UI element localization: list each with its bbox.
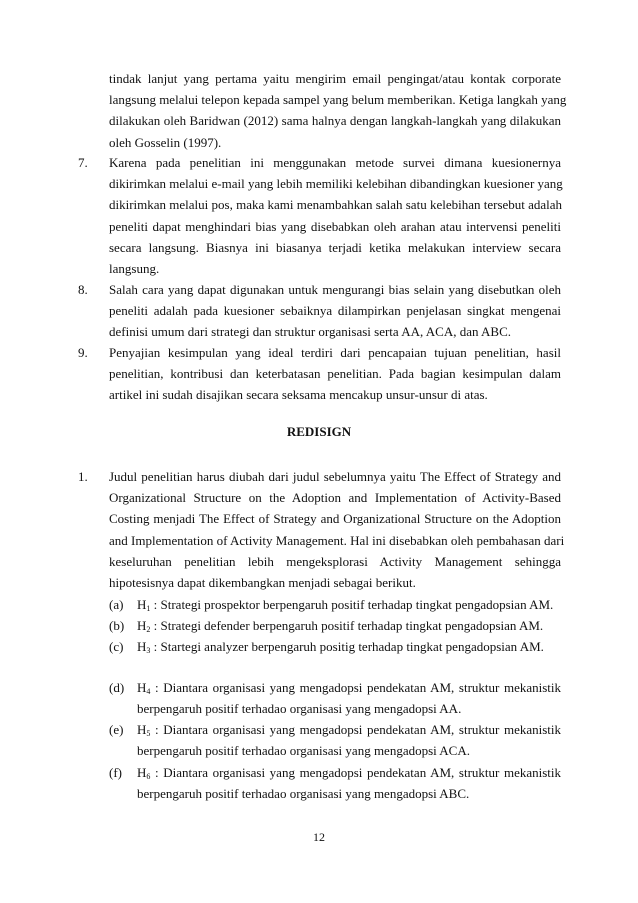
hypothesis-label: (b): [109, 618, 125, 633]
text-line: secara langsung. Biasnya ini biasanya terjadi ketika melakukan interview secara: [109, 239, 561, 255]
text-line: oleh Gosselin (1997).: [109, 134, 222, 150]
hypothesis-text: : Startegi analyzer berpengaruh positig terhadap tingkat pengadopsian AM.: [150, 639, 544, 654]
hypothesis-label: (f): [109, 765, 122, 780]
hypothesis-index: 1: [146, 604, 151, 613]
text-line: dikirimkan melalui e-mail yang lebih memiliki kelebihan dibandingkan kuesioner yang: [109, 176, 563, 192]
text-line: berpengaruh positif terhadao organisasi yang mengadopsi AA.: [137, 701, 462, 717]
hypothesis-index: 5: [146, 729, 151, 738]
item-number: 8.: [78, 282, 88, 297]
section-heading: REDISIGN: [286, 424, 352, 439]
hypothesis: [137, 719, 561, 761]
hypothesis-text: : Diantara organisasi yang mengadopsi pendekatan AM, struktur mekanistik: [150, 680, 561, 695]
hypothesis: [137, 762, 561, 804]
text-line: hipotesisnya dapat dikembangkan menjadi sebagai berikut.: [109, 574, 416, 590]
hypothesis-text: : Diantara organisasi yang mengadopsi pendekatan AM, struktur mekanistik: [150, 722, 561, 737]
item-number: 7.: [78, 155, 88, 170]
text-line: Penyajian kesimpulan yang ideal terdiri dari pencapaian tujuan penelitian, hasil: [109, 345, 561, 360]
text-line: berpengaruh positif terhadao organisasi yang mengadopsi ACA.: [137, 743, 470, 759]
text-line: [137, 636, 561, 657]
hypothesis: [137, 636, 561, 657]
text-line: [137, 762, 561, 783]
text-line: [137, 719, 561, 740]
hypothesis-h: H: [137, 722, 147, 737]
text-line: [137, 594, 561, 615]
list-item: [109, 279, 561, 343]
text-line: [137, 615, 561, 636]
text-line: Salah cara yang dapat digunakan untuk mengurangi bias selain yang disebutkan oleh: [109, 282, 561, 297]
hypothesis-text: : Strategi defender berpengaruh positif terhadap tingkat pengadopsian AM.: [150, 618, 544, 633]
text-line: Costing menjadi The Effect of Strategy and Organizational Structure on the Adoption: [109, 511, 561, 527]
text-line: dilakukan oleh Baridwan (2012) sama halnya dengan langkah-langkah yang dilakukan: [109, 113, 561, 129]
text-line: peneliti dapat menghindari bias yang disebabkan oleh arahan atau intervensi peneliti: [109, 218, 561, 234]
text-line: artikel ini sudah disajikan secara seksama mencakup unsur-unsur di atas.: [109, 387, 488, 403]
list-item: [109, 342, 561, 406]
text-line: tindak lanjut yang pertama yaitu mengirim email pengingat/atau kontak corporate: [109, 71, 561, 86]
text-line: Karena pada penelitian ini menggunakan metode survei dimana kuesionernya: [109, 155, 561, 170]
text-line: penelitian, kontribusi dan keterbatasan penelitian. Pada bagian kesimpulan dalam: [109, 366, 561, 382]
text-line: berpengaruh positif terhadao organisasi yang mengadopsi ABC.: [137, 786, 470, 802]
hypothesis: [137, 615, 561, 636]
hypothesis-h: H: [137, 639, 147, 654]
hypothesis-index: 2: [146, 625, 151, 634]
hypothesis-text: : Strategi prospektor berpengaruh positif terhadap tingkat pengadopsian AM.: [150, 597, 554, 612]
text-line: keseluruhan penelitian lebih mengeksplorasi Activity Management sehingga: [109, 553, 561, 569]
hypothesis-h: H: [137, 765, 147, 780]
text-line: Judul penelitian harus diubah dari judul sebelumnya yaitu The Effect of Strategy and: [109, 469, 561, 484]
hypothesis-index: 6: [146, 772, 151, 781]
item-number: 9.: [78, 345, 88, 360]
hypothesis-index: 3: [146, 646, 151, 655]
text-line: and Implementation of Activity Management. Hal ini disebabkan oleh pembahasan dari: [109, 532, 565, 548]
text-line: definisi umum dari strategi dan struktur organisasi serta AA, ACA, dan ABC.: [109, 324, 511, 340]
redesign-item: [109, 466, 565, 593]
list-item: [109, 152, 561, 279]
hypothesis-index: 4: [146, 687, 151, 696]
hypothesis-label: (a): [109, 597, 124, 612]
hypothesis-h: H: [137, 618, 147, 633]
hypothesis-label: (e): [109, 722, 124, 737]
hypothesis-text: : Diantara organisasi yang mengadopsi pendekatan AM, struktur mekanistik: [150, 765, 561, 780]
hypothesis: [137, 594, 561, 615]
text-line: peneliti adalah pada kuesioner sebaiknya dilampirkan penjelasan singkat mengenai: [109, 303, 561, 319]
item-number: 1.: [78, 469, 88, 484]
intro-paragraph: [109, 68, 567, 153]
hypothesis-h: H: [137, 680, 147, 695]
text-line: [137, 677, 561, 698]
hypothesis-label: (c): [109, 639, 124, 654]
page-number: 12: [313, 830, 325, 844]
text-line: dikirimkan melalui pos, maka kami menambahkan salah satu kelebihan tersebut adalah: [109, 197, 563, 213]
text-line: langsung.: [109, 260, 160, 276]
hypothesis-label: (d): [109, 680, 125, 695]
hypothesis-h: H: [137, 597, 147, 612]
text-line: langsung melalui telepon kepada sampel yang belum memberikan. Ketiga langkah yang: [109, 92, 567, 108]
hypothesis: [137, 677, 561, 719]
text-line: Organizational Structure on the Adoption and Implementation of Activity-Based: [109, 490, 561, 506]
